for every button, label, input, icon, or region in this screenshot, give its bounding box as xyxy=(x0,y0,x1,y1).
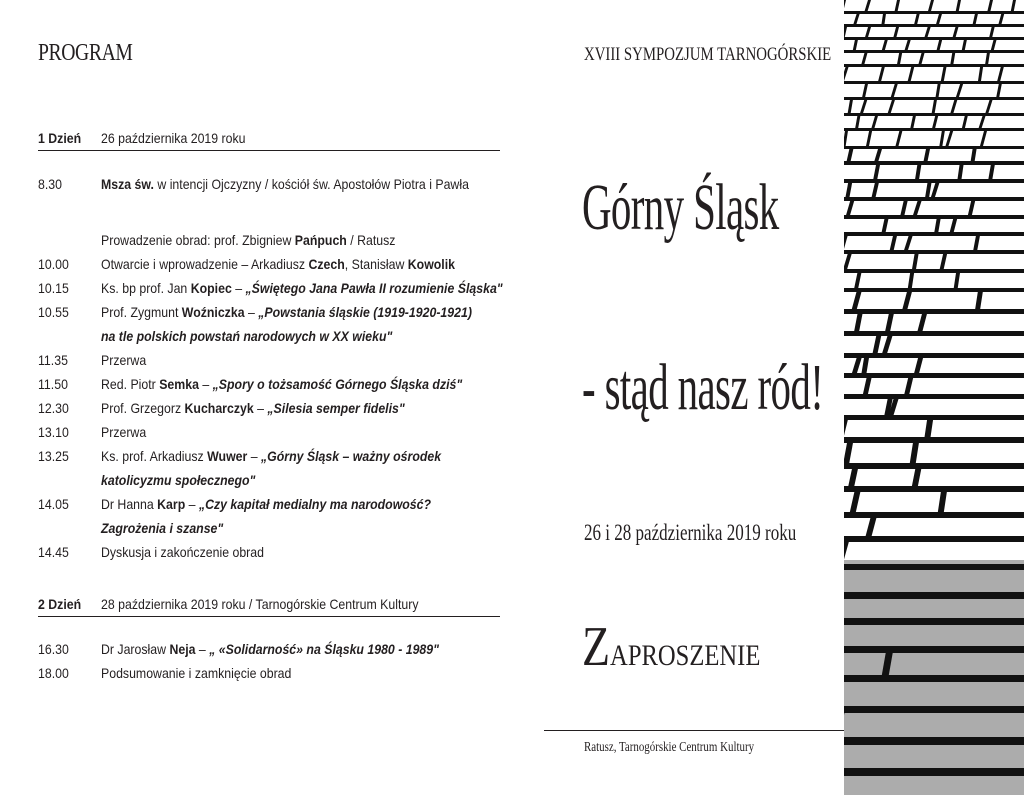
event-dates: 26 i 28 października 2019 roku xyxy=(584,520,797,545)
schedule-description xyxy=(101,420,146,444)
venue-divider xyxy=(544,730,844,731)
speaker-surname: Karp xyxy=(157,496,186,512)
schedule-text: w intencji Ojczyzny / kościół św. Apostołów Piotra i Pawła xyxy=(153,176,469,192)
schedule-text: – xyxy=(247,448,262,464)
schedule-time: 14.45 xyxy=(38,544,69,560)
day2-header xyxy=(38,596,500,617)
speaker-surname: Kucharczyk xyxy=(184,400,254,416)
day1-date: 26 października 2019 roku xyxy=(101,130,246,146)
schedule-time: 8.30 xyxy=(38,176,62,192)
schedule-text: Dyskusja i zakończenie obrad xyxy=(101,544,264,560)
talk-title: katolicyzmu społecznego" xyxy=(101,472,256,488)
day1-label: 1 Dzień xyxy=(38,130,82,146)
schedule-text: – xyxy=(231,280,246,296)
schedule-text: Ks. bp prof. Jan xyxy=(101,280,191,296)
schedule-description xyxy=(101,637,439,661)
schedule-time: 12.30 xyxy=(38,400,69,416)
symposium-title: XVIII SYMPOZJUM TARNOGÓRSKIE xyxy=(584,44,832,65)
talk-title: „Świętego Jana Pawła II rozumienie Śląska" xyxy=(245,280,503,296)
speaker-surname: Kowolik xyxy=(407,256,456,272)
schedule-description xyxy=(101,300,472,324)
schedule-text: Prof. Grzegorz xyxy=(101,400,185,416)
schedule-text: Red. Piotr xyxy=(101,376,160,392)
invitation-initial: Z xyxy=(582,616,611,678)
speaker-surname: Czech xyxy=(308,256,345,272)
schedule-time: 14.05 xyxy=(38,496,69,512)
speaker-surname: Neja xyxy=(169,641,196,657)
schedule-description xyxy=(101,396,405,420)
schedule-description xyxy=(101,372,462,396)
schedule-text: Przerwa xyxy=(101,424,147,440)
invitation-heading xyxy=(582,615,760,679)
schedule-time: 18.00 xyxy=(38,665,69,681)
schedule-description xyxy=(101,468,255,492)
schedule-text: Przerwa xyxy=(101,352,147,368)
schedule-time: 16.30 xyxy=(38,641,69,657)
schedule-text: Otwarcie i wprowadzenie – Arkadiusz xyxy=(101,256,309,272)
schedule-text: Dr Hanna xyxy=(101,496,158,512)
program-title: PROGRAM xyxy=(38,40,133,66)
headline-line-1: Górny Śląsk xyxy=(582,171,779,244)
schedule-description xyxy=(101,348,146,372)
schedule-time: 10.55 xyxy=(38,304,69,320)
schedule-description xyxy=(101,276,503,300)
schedule-text: Dr Jarosław xyxy=(101,641,170,657)
schedule-text: Podsumowanie i zamknięcie obrad xyxy=(101,665,292,681)
speaker-surname: Msza św. xyxy=(101,176,154,192)
schedule-text: Prowadzenie obrad: prof. Zbigniew xyxy=(101,232,295,248)
schedule-text: – xyxy=(195,641,210,657)
talk-title: „Spory o tożsamość Górnego Śląska dziś" xyxy=(212,376,463,392)
schedule-text: Ks. prof. Arkadiusz xyxy=(101,448,208,464)
schedule-description xyxy=(101,661,291,685)
schedule-text: – xyxy=(198,376,213,392)
speaker-surname: Woźniczka xyxy=(181,304,245,320)
talk-title: „Czy kapitał medialny ma narodowość? xyxy=(198,496,432,512)
schedule-description xyxy=(101,252,455,276)
day2-label: 2 Dzień xyxy=(38,596,82,612)
cobblestone-photo xyxy=(844,0,1024,795)
schedule-time: 13.25 xyxy=(38,448,69,464)
schedule-text: / Ratusz xyxy=(346,232,396,248)
speaker-surname: Pańpuch xyxy=(294,232,347,248)
talk-title: „Górny Śląsk – ważny ośrodek xyxy=(261,448,442,464)
schedule-description xyxy=(101,540,264,564)
headline-line-2: - stąd nasz ród! xyxy=(582,351,824,424)
schedule-time: 11.35 xyxy=(38,352,68,368)
schedule-description xyxy=(101,444,441,468)
schedule-text: – xyxy=(244,304,259,320)
speaker-surname: Semka xyxy=(159,376,199,392)
schedule-description xyxy=(101,228,395,252)
day2-date: 28 października 2019 roku / Tarnogórskie Centrum Kultury xyxy=(101,596,419,612)
schedule-text: Prof. Zygmunt xyxy=(101,304,182,320)
talk-title: Zagrożenia i szanse" xyxy=(101,520,224,536)
schedule-time: 10.15 xyxy=(38,280,69,296)
speaker-surname: Wuwer xyxy=(207,448,248,464)
schedule-time: 11.50 xyxy=(38,376,68,392)
talk-title: „Powstania śląskie (1919-1920-1921) xyxy=(258,304,472,320)
schedule-description xyxy=(101,172,469,196)
schedule-text: – xyxy=(185,496,199,512)
schedule-description xyxy=(101,516,223,540)
talk-title: „Silesia semper fidelis" xyxy=(267,400,405,416)
talk-title: na tle polskich powstań narodowych w XX wieku" xyxy=(101,328,393,344)
invitation-rest: APROSZENIE xyxy=(610,639,761,672)
schedule-time: 13.10 xyxy=(38,424,69,440)
schedule-description xyxy=(101,324,392,348)
schedule-text: , Stanisław xyxy=(344,256,408,272)
schedule-description xyxy=(101,492,431,516)
speaker-surname: Kopiec xyxy=(190,280,232,296)
venue-text: Ratusz, Tarnogórskie Centrum Kultury xyxy=(584,740,755,755)
schedule-time: 10.00 xyxy=(38,256,69,272)
day1-header xyxy=(38,130,500,151)
talk-title: „ «Solidarność» na Śląsku 1980 - 1989" xyxy=(209,641,439,657)
schedule-text: – xyxy=(253,400,268,416)
